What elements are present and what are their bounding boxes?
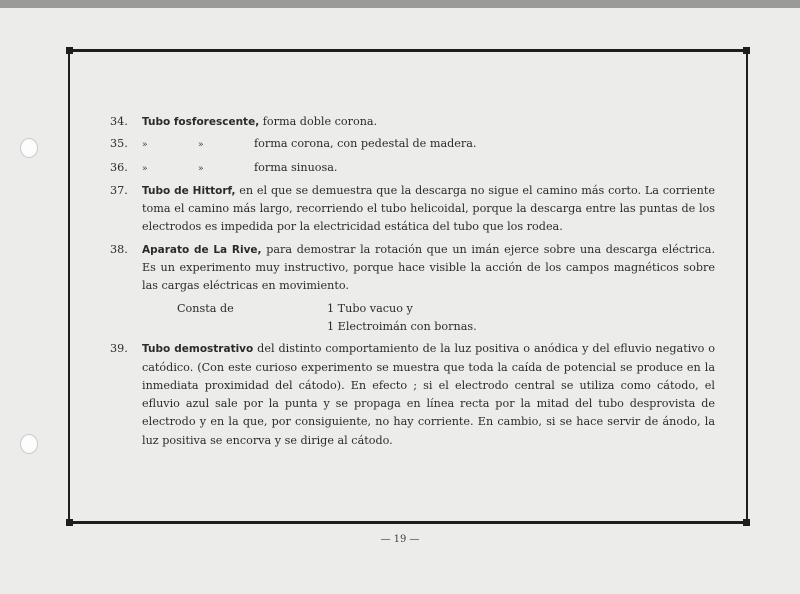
page-number: — 19 — [380, 534, 420, 545]
ditto-mark: » [198, 163, 204, 174]
frame-left-rule [68, 49, 70, 524]
frame-corner [743, 47, 750, 54]
list-item [110, 182, 715, 237]
item-title: Tubo de Hittorf, [142, 184, 236, 197]
item-number: 35. [110, 137, 128, 151]
frame-bottom-rule [68, 521, 748, 524]
component-line: 1 Tubo vacuo y [327, 301, 413, 315]
item-number: 37. [110, 183, 128, 197]
item-number: 38. [110, 242, 128, 256]
item-number: 34. [110, 115, 128, 128]
item-text: para demostrar la rotación que un imán ejerce sobre una descarga eléctrica. Es un experimento muy instructivo, porque hace visible la acción de los campos magnéticos sobre las cargas eléctricas en movimiento. [142, 242, 715, 293]
item-text: en el que se demuestra que la descarga no sigue el camino más corto. La corriente toma el camino más largo, recorriendo el tubo helicoidal, porque la descarga entre las puntas de los electrodos es impedida por la electricidad estática del tubo que los rodea. [142, 183, 715, 234]
item-title: Aparato de La Rive, [142, 243, 262, 256]
list-item [110, 159, 715, 178]
ditto-mark: » [142, 163, 148, 174]
top-edge [0, 0, 800, 8]
item-text: del distinto comportamiento de la luz positiva o anódica y del efluvio negativo o catódico. (Con este curioso experimento se muestra que toda la caída de potencial se produce en la inmediata proximidad del cátodo). En efecto ; si el electrodo central se utiliza como cátodo, el efluvio azul sale por la punta y se propaga en línea recta por la mitad del tubo desprovista de electrodo y en la que, por consiguiente, no hay corriente. En cambio, si se hace servir de ánodo, la luz positiva se encorva y se dirige al cátodo. [142, 342, 715, 447]
frame-right-rule [746, 49, 748, 524]
frame-top-rule [68, 49, 748, 52]
item-text: forma corona, con pedestal de madera. [254, 137, 477, 151]
item-text: forma sinuosa. [254, 160, 338, 174]
item-number: 36. [110, 160, 128, 174]
item-text: forma doble corona. [259, 115, 378, 128]
item-title: Tubo demostrativo [142, 343, 254, 356]
catalog-list [110, 113, 715, 454]
list-item [110, 241, 715, 296]
punch-hole-bottom [20, 434, 38, 454]
frame-corner [66, 47, 73, 54]
component-line: 1 Electroimán con bornas. [327, 319, 477, 333]
frame-corner [743, 519, 750, 526]
list-item [110, 340, 715, 450]
list-item [110, 113, 715, 131]
item-title: Tubo fosforescente, [142, 116, 260, 128]
components-label: Consta de [177, 301, 234, 315]
frame-corner [66, 519, 73, 526]
ditto-mark: » [142, 140, 148, 151]
punch-hole-top [20, 138, 38, 158]
list-item [110, 135, 715, 154]
components-list [177, 300, 715, 337]
item-number: 39. [110, 342, 128, 356]
ditto-mark: » [198, 140, 204, 151]
